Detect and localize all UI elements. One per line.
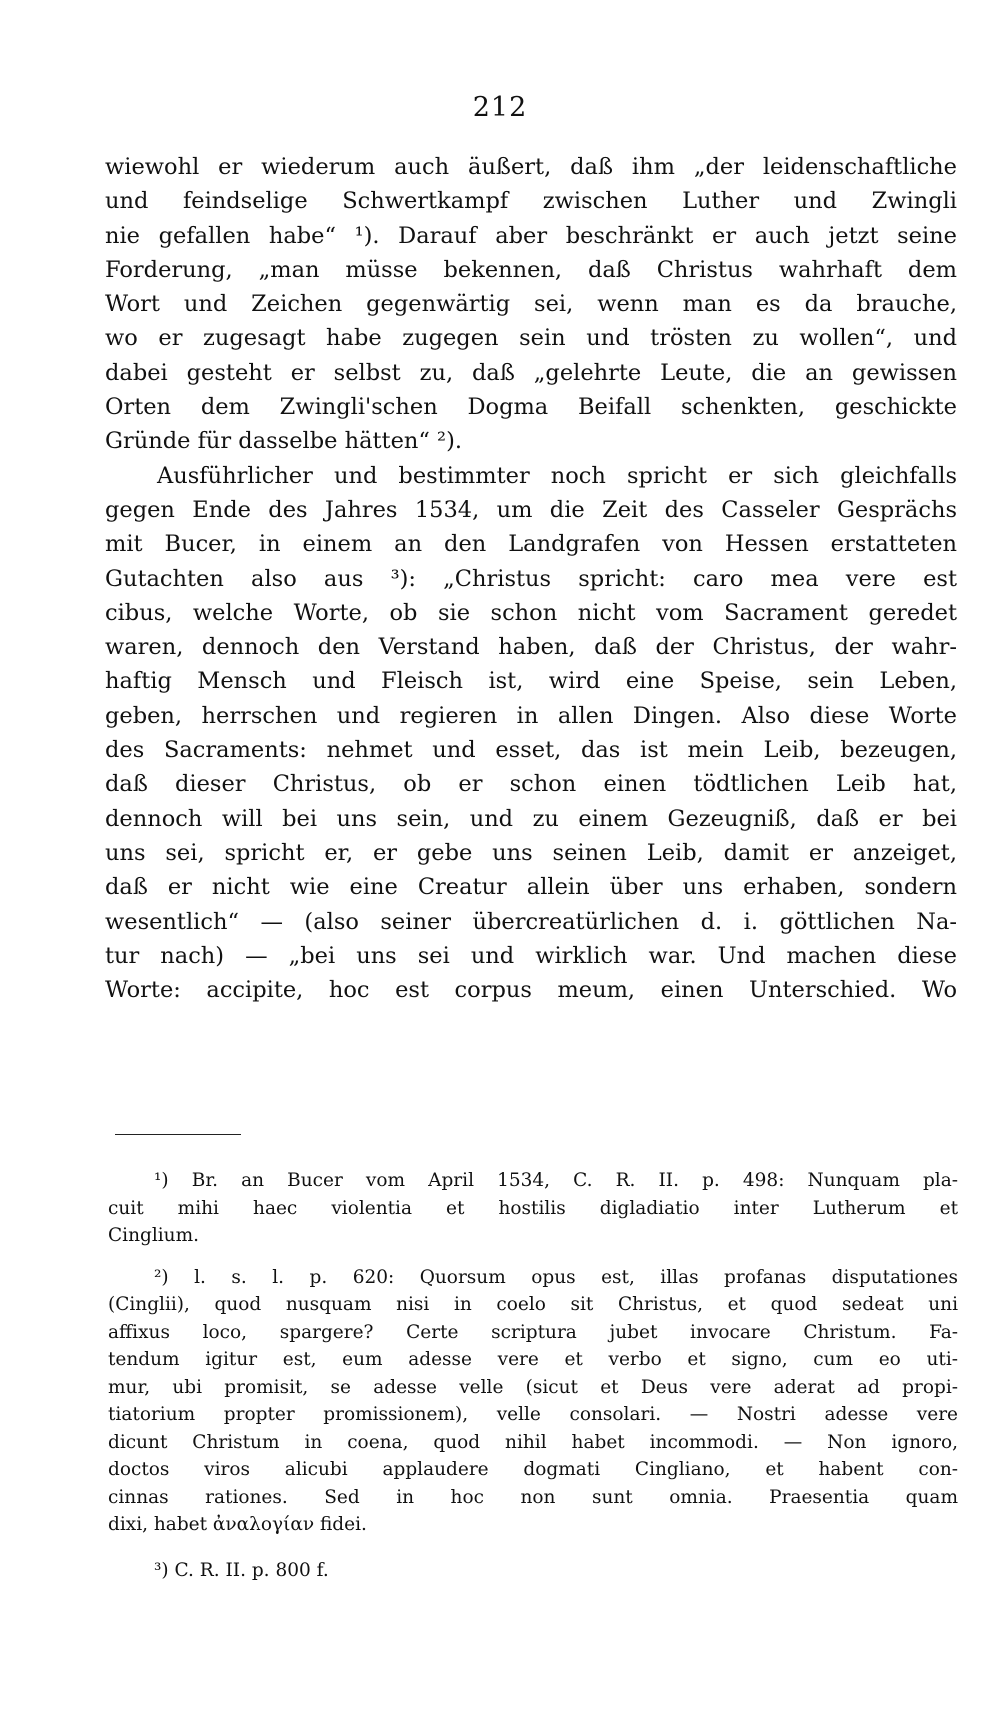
footnote-line: tiatorium propter promissionem), velle consolari. — Nostri adesse vere xyxy=(108,1404,958,1425)
main-text xyxy=(105,150,957,1007)
text-line: dabei gesteht er selbst zu, daß „gelehrte Leute, die an gewissen xyxy=(105,359,957,386)
text-line: Gutachten also aus ³): „Christus spricht: caro mea vere est xyxy=(105,565,957,592)
text-line: mit Bucer, in einem an den Landgrafen von Hessen erstatteten xyxy=(105,531,957,558)
footnote-line: affixus loco, spargere? Certe scriptura jubet invocare Christum. Fa- xyxy=(108,1321,958,1343)
text-line: Forderung, „man müsse bekennen, daß Christus wahrhaft dem xyxy=(105,256,957,283)
footnote-2 xyxy=(108,1264,958,1539)
footnote-line: dixi, habet ἀναλογίαν fidei. xyxy=(108,1514,367,1535)
text-line: haftig Mensch und Fleisch ist, wird eine Speise, sein Leben, xyxy=(105,668,957,695)
text-line: Ausführlicher und bestimmter noch spricht er sich gleichfalls xyxy=(157,462,957,489)
footnote-line: mur, ubi promisit, se adesse velle (sicut et Deus vere aderat ad propi- xyxy=(108,1376,958,1398)
footnote-line: ¹) Br. an Bucer vom April 1534, C. R. II. p. 498: Nunquam pla- xyxy=(154,1170,958,1191)
footnote-3 xyxy=(108,1557,958,1585)
text-line: wesentlich“ — (also seiner übercreatürlichen d. i. göttlichen Na- xyxy=(105,908,957,935)
text-line: Worte: accipite, hoc est corpus meum, einen Unterschied. Wo xyxy=(105,977,957,1004)
text-line: Wort und Zeichen gegenwärtig sei, wenn man es da brauche, xyxy=(105,291,957,318)
footnote-line: cuit mihi haec violentia et hostilis digladiatio inter Lutherum et xyxy=(108,1197,958,1219)
text-line: dennoch will bei uns sein, und zu einem Gezeugniß, daß er bei xyxy=(105,805,957,832)
footnote-line: Cinglium. xyxy=(108,1225,200,1246)
footnote-1 xyxy=(108,1167,958,1250)
text-line: Gründe für dasselbe hätten“ ²). xyxy=(105,428,463,455)
footnote-line: ²) l. s. l. p. 620: Quorsum opus est, illas profanas disputationes xyxy=(154,1266,958,1288)
text-line: gegen Ende des Jahres 1534, um die Zeit des Casseler Gesprächs xyxy=(105,496,957,523)
text-line: wo er zugesagt habe zugegen sein und trösten zu wollen“, und xyxy=(105,325,957,352)
text-line: geben, herrschen und regieren in allen Dingen. Also diese Worte xyxy=(105,702,957,729)
footnote-line: (Cinglii), quod nusquam nisi in coelo sit Christus, et quod sedeat uni xyxy=(108,1294,958,1315)
text-line: daß er nicht wie eine Creatur allein über uns erhaben, sondern xyxy=(105,874,957,901)
text-line: nie gefallen habe“ ¹). Darauf aber beschränkt er auch jetzt seine xyxy=(105,222,957,249)
footnote-line: cinnas rationes. Sed in hoc non sunt omnia. Praesentia quam xyxy=(108,1486,958,1508)
text-line: wiewohl er wiederum auch äußert, daß ihm „der leidenschaftliche xyxy=(105,154,957,180)
text-line: des Sacraments: nehmet und esset, das ist mein Leib, bezeugen, xyxy=(105,737,957,764)
text-line: tur nach) — „bei uns sei und wirklich war. Und machen diese xyxy=(105,942,957,969)
text-line: Orten dem Zwingli'schen Dogma Beifall schenkten, geschickte xyxy=(105,394,957,421)
footnote-divider xyxy=(115,1134,241,1135)
footnote-line: doctos viros alicubi applaudere dogmati Cingliano, et habent con- xyxy=(108,1459,958,1480)
footnotes xyxy=(108,1167,958,1598)
text-line: cibus, welche Worte, ob sie schon nicht vom Sacrament geredet xyxy=(105,599,957,626)
text-line: uns sei, spricht er, er gebe uns seinen Leib, damit er anzeiget, xyxy=(105,839,957,866)
text-line: und feindselige Schwertkampf zwischen Luther und Zwingli xyxy=(105,188,957,215)
text-line: daß dieser Christus, ob er schon einen tödtlichen Leib hat, xyxy=(105,771,957,798)
footnote-line: dicunt Christum in coena, quod nihil habet incommodi. — Non ignoro, xyxy=(108,1431,958,1453)
text-line: waren, dennoch den Verstand haben, daß der Christus, der wahr- xyxy=(105,634,957,661)
footnote-line: ³) C. R. II. p. 800 f. xyxy=(154,1559,329,1581)
page-number: 212 xyxy=(472,92,528,123)
footnote-line: tendum igitur est, eum adesse vere et verbo et signo, cum eo uti- xyxy=(108,1349,958,1370)
